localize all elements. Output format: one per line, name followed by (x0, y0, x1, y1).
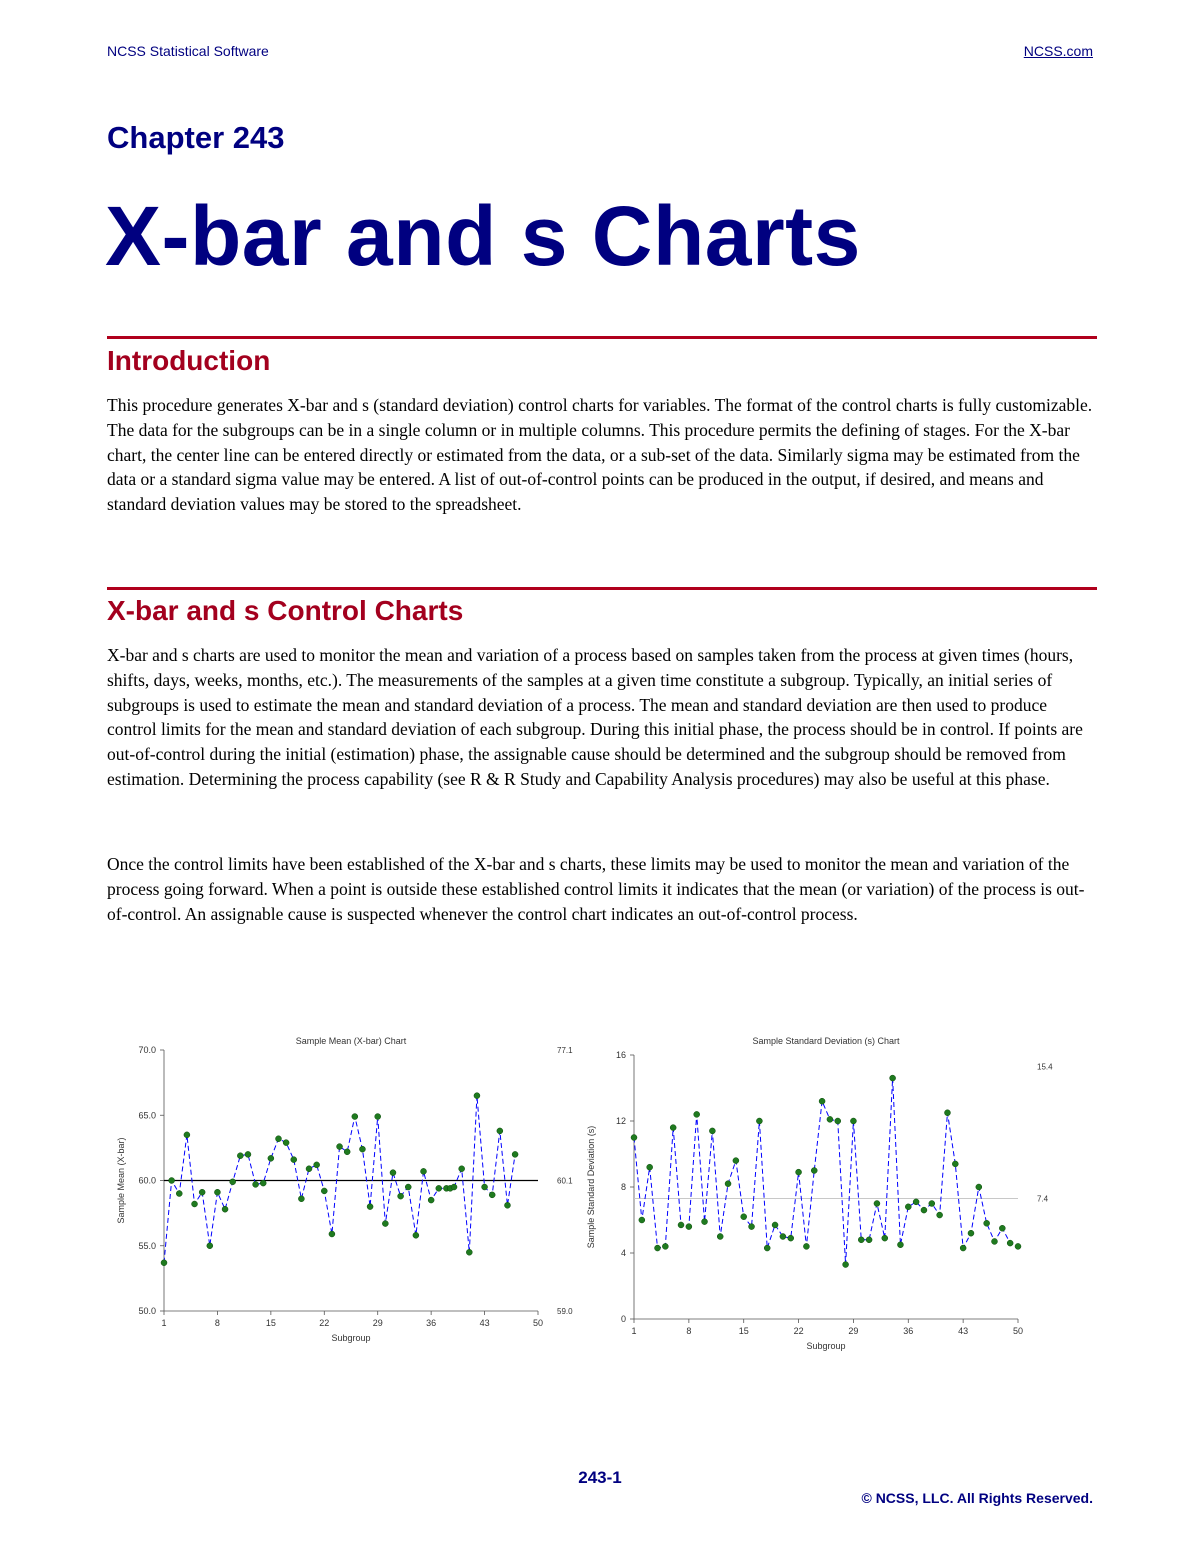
copyright: © NCSS, LLC. All Rights Reserved. (861, 1490, 1093, 1506)
data-point (466, 1249, 472, 1255)
data-point (843, 1262, 849, 1268)
ncss-link[interactable]: NCSS.com (1023, 43, 1093, 59)
section-rule (107, 587, 1097, 590)
data-point (413, 1232, 419, 1238)
page-number: 243-1 (578, 1468, 622, 1487)
data-point (976, 1184, 982, 1190)
x-axis-label: Subgroup (331, 1333, 371, 1343)
data-point (291, 1157, 297, 1163)
y-tick-label: 60.0 (138, 1175, 156, 1186)
data-point (850, 1118, 856, 1124)
y-tick-label: 65.0 (138, 1110, 156, 1121)
data-point (489, 1192, 495, 1198)
data-point (819, 1098, 825, 1104)
data-point (944, 1110, 950, 1116)
data-point (866, 1237, 872, 1243)
data-point (436, 1185, 442, 1191)
data-point (655, 1245, 661, 1251)
data-point (882, 1235, 888, 1241)
data-point (169, 1178, 175, 1184)
x-tick-label: 15 (738, 1326, 749, 1336)
control-limit-label: 15.4 (1037, 1062, 1053, 1072)
data-point (897, 1242, 903, 1248)
data-point (222, 1206, 228, 1212)
data-point (482, 1184, 488, 1190)
data-point (275, 1136, 281, 1142)
data-point (937, 1212, 943, 1218)
section-heading-introduction: Introduction (107, 345, 271, 376)
s-chart-svg (586, 1030, 1070, 1351)
x-tick-label: 43 (958, 1326, 969, 1336)
y-tick-label: 0 (620, 1314, 626, 1324)
x-tick-label: 1 (631, 1326, 637, 1336)
x-tick-label: 29 (848, 1326, 859, 1336)
data-point (733, 1158, 739, 1164)
x-tick-label: 50 (1012, 1326, 1024, 1336)
data-point (741, 1214, 747, 1220)
data-point (999, 1225, 1005, 1231)
data-point (421, 1168, 427, 1174)
data-point (670, 1125, 676, 1131)
xbar-chart (107, 1030, 577, 1350)
control-charts-paragraph-2: Once the control limits have been established of the X-bar and s charts, these limits may be used to monitor the mean and variation of the process going forward. When a point is outside these established control limits it indicates that the mean (or variation) of the process is out-of-control. An assignable cause is suspected whenever the control chart indicates an out-of-control process. (107, 854, 1085, 924)
data-point (237, 1153, 243, 1159)
data-point (960, 1245, 966, 1251)
data-point (390, 1170, 396, 1176)
data-point (968, 1230, 974, 1236)
data-point (176, 1191, 182, 1197)
x-tick-label: 1 (161, 1318, 167, 1328)
data-point (161, 1260, 167, 1266)
data-point (647, 1164, 653, 1170)
x-tick-label: 36 (903, 1326, 914, 1336)
y-axis-label: Sample Mean (X-bar) (116, 1137, 126, 1224)
data-point (199, 1189, 205, 1195)
data-point (245, 1151, 251, 1157)
data-point (756, 1118, 762, 1124)
data-point (827, 1116, 833, 1122)
data-point (788, 1235, 794, 1241)
x-tick-label: 15 (265, 1318, 276, 1328)
chapter-label: Chapter 243 (107, 120, 285, 155)
x-tick-label: 36 (426, 1318, 437, 1328)
control-limit-label: 59.0 (557, 1307, 573, 1316)
data-point (268, 1155, 274, 1161)
data-point (874, 1201, 880, 1207)
x-tick-label: 8 (686, 1326, 692, 1336)
data-point (459, 1166, 465, 1172)
y-tick-label: 55.0 (138, 1240, 156, 1251)
data-point (858, 1237, 864, 1243)
data-point (192, 1201, 198, 1207)
data-point (344, 1149, 350, 1155)
data-point (639, 1217, 645, 1223)
x-tick-label: 43 (479, 1318, 490, 1328)
series-line (634, 1078, 1018, 1264)
x-tick-label: 22 (319, 1318, 330, 1328)
y-tick-label: 12 (615, 1116, 626, 1126)
data-point (921, 1207, 927, 1213)
data-point (1015, 1243, 1021, 1249)
data-point (984, 1220, 990, 1226)
data-point (835, 1118, 841, 1124)
data-point (709, 1128, 715, 1134)
data-point (359, 1146, 365, 1152)
control-charts-paragraph-1: X-bar and s charts are used to monitor the mean and variation of a process based on samples taken from the process at given times (hours, shifts, days, weeks, months, etc.). The measurements of the samples at a given time constitute a subgroup. Typically, an initial series of subgroups is used to estimate the mean and standard deviation of a process. The mean and standard deviation are then used to produce control limits for the mean and standard deviation of each subgroup. During this initial phase, the process should be in control. If points are out-of-control during the initial (estimation) phase, the assignable cause should be determined and the subgroup should be removed from estimation. Determining the process capability (see R & R Study and Capability Analysis procedures) may also be useful at this phase. (107, 645, 1083, 789)
x-tick-label: 8 (214, 1318, 220, 1328)
y-tick-label: 70.0 (138, 1045, 156, 1055)
x-tick-label: 22 (793, 1326, 804, 1336)
data-point (905, 1204, 911, 1210)
data-point (803, 1243, 809, 1249)
data-point (991, 1238, 997, 1244)
data-point (474, 1093, 480, 1099)
control-limit-label: 77.1 (557, 1046, 573, 1055)
y-tick-label: 4 (620, 1248, 626, 1258)
x-tick-label: 29 (372, 1318, 383, 1328)
data-point (1007, 1240, 1013, 1246)
x-axis-label: Subgroup (806, 1341, 846, 1351)
data-point (662, 1243, 668, 1249)
data-point (207, 1243, 213, 1249)
data-point (929, 1201, 935, 1207)
data-point (306, 1166, 312, 1172)
data-point (497, 1128, 503, 1134)
data-point (764, 1245, 770, 1251)
data-point (725, 1181, 731, 1187)
intro-paragraph: This procedure generates X-bar and s (standard deviation) control charts for variables. The format of the control charts is fully customizable. The data for the subgroups can be in a single column or in multiple columns. This procedure permits the defining of stages. For the X-bar chart, the center line can be entered directly or estimated from the data, or a sub-set of the data. Similarly sigma may be estimated from the data or a standard sigma value may be entered. A list of out-of-control points can be produced in the output, if desired, and means and standard deviation values may be stored to the spreadsheet. (107, 395, 1093, 515)
data-point (451, 1184, 457, 1190)
y-tick-label: 8 (620, 1182, 626, 1192)
s-chart (586, 1030, 1070, 1351)
page-title: X-bar and s Charts (105, 189, 861, 283)
data-point (890, 1075, 896, 1081)
data-point (686, 1224, 692, 1230)
y-axis-label: Sample Standard Deviation (s) (586, 1125, 596, 1249)
x-tick-label: 50 (532, 1318, 544, 1328)
xbar-chart-svg (107, 1030, 577, 1350)
data-point (749, 1224, 755, 1230)
data-point (678, 1222, 684, 1228)
data-point (780, 1234, 786, 1240)
data-point (314, 1162, 320, 1168)
data-point (952, 1161, 958, 1167)
chart-title: Sample Standard Deviation (s) Chart (752, 1036, 900, 1046)
data-point (382, 1221, 388, 1227)
data-point (214, 1189, 220, 1195)
data-point (694, 1111, 700, 1117)
data-point (283, 1140, 289, 1146)
data-point (253, 1181, 259, 1187)
data-point (811, 1168, 817, 1174)
data-point (504, 1202, 510, 1208)
data-point (184, 1132, 190, 1138)
data-point (913, 1199, 919, 1205)
data-point (337, 1144, 343, 1150)
series-line (164, 1096, 515, 1263)
section-heading-control-charts: X-bar and s Control Charts (107, 595, 464, 626)
control-limit-label: 60.1 (557, 1176, 573, 1186)
control-limit-label: 7.4 (1037, 1194, 1049, 1204)
data-point (631, 1135, 637, 1141)
y-tick-label: 16 (615, 1050, 626, 1060)
data-point (702, 1219, 708, 1225)
data-point (260, 1180, 266, 1186)
data-point (796, 1169, 802, 1175)
data-point (772, 1222, 778, 1228)
section-rule (107, 336, 1097, 339)
data-point (321, 1188, 327, 1194)
running-header-left: NCSS Statistical Software (107, 43, 269, 59)
data-point (398, 1193, 404, 1199)
data-point (428, 1197, 434, 1203)
chart-title: Sample Mean (X-bar) Chart (295, 1036, 407, 1046)
data-point (230, 1179, 236, 1185)
data-point (352, 1114, 358, 1120)
data-point (375, 1114, 381, 1120)
data-point (717, 1234, 723, 1240)
data-point (298, 1196, 304, 1202)
data-point (367, 1204, 373, 1210)
data-point (512, 1151, 518, 1157)
y-tick-label: 50.0 (138, 1306, 156, 1316)
data-point (405, 1184, 411, 1190)
data-point (329, 1231, 335, 1237)
